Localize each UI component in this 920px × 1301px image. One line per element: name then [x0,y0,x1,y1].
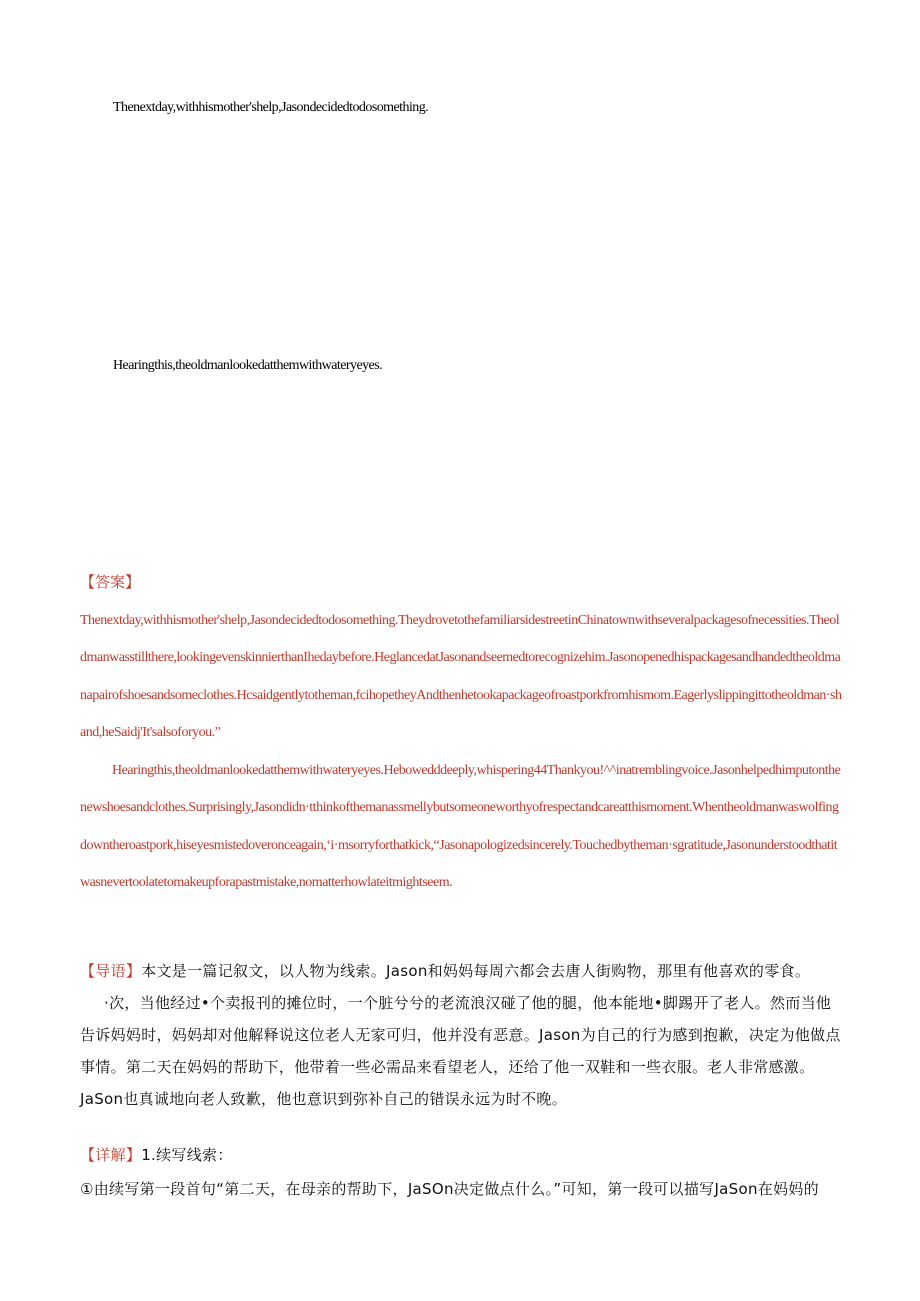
continuation-prompt-para2: Hearingthis,theoldmanlookedatthemwithwateryeyes. [113,358,383,373]
detail-section [80,1139,842,1171]
guide-text-body: ·次，当他经过•个卖报刊的摊位时，一个脏兮兮的老流浪汉碰了他的腿，他本能地•脚踢开了老人。然而当他告诉妈妈时，妈妈却对他解释说这位老人无家可归，他并没有恶意。Jason为自己的行为感到抱歉，决定为他做点事情。第二天在妈妈的帮助下，他带着一些必需品来看望老人，还给了他一双鞋和一些衣服。老人非常感激。JaSon也真诚地向老人致歉，他也意识到弥补自己的错误永远为时不晚。 [80,994,841,1108]
continuation-prompt-para1: Thenextday,withhismother'shelp,Jasondecidedtodosomething. [113,100,429,115]
guide-tag: 【导语】 [80,962,142,980]
answer-paragraph-2: Hearingthis,theoldmanlookedatthemwithwateryeyes.Hebowedddeeply,whispering44Thankyou!^^inatremblingvoice.Jasonhelpedhimputonthenewshoesandclothes.Surprisingly,Jasondidn·tthinkofthemanassmellybutsomeoneworthyofrespectandcareatthismoment.Whentheoldmanwaswolfingdowntheroastpork,hiseyesmistedoveronceagain,‘i·msorryforthatkick,“Jasonapologizedsincerely.Touchedbytheman·sgratitude,Jasonunderstoodthatitwasnevertoolatetomakeupforapastmistake,nomatterhowlateitmightseem. [80,763,841,890]
guide-section [80,955,842,987]
answer-paragraph-1: Thenextday,withhismother'shelp,Jasondecidedtodosomething.TheydrovetothefamiliarsidestreetinChinatownwithseveralpackagesofnecessities.Theoldmanwasstillthere,lookingevenskinnierthanIhedaybefore.HeglancedatJasonandseemedtorecognizehim.Jasonopenedhispackagesandhandedtheoldmanapairofshoesandsomeclothes.Hcsaidgentlytotheman,fcihopetheyAndthenhetookapackageofroastporkfromhismom.Eagerlyslippingittotheoldman·shand,heSaidj'It'salsoforyou.” [80,613,842,740]
detail-line-2: ①由续写第一段首句“第二天，在母亲的帮助下，JaSOn决定做点什么。”可知，第一段可以描写JaSon在妈妈的 [80,1180,819,1198]
guide-text-intro: 本文是一篇记叙文，以人物为线索。Jason和妈妈每周六都会去唐人街购物，那里有他喜欢的零食。 [141,962,811,980]
detail-tag: 【详解】 [80,1146,142,1164]
detail-line-1: 1.续写线索： [141,1146,233,1164]
answer-heading: 【答案】 [80,573,141,591]
